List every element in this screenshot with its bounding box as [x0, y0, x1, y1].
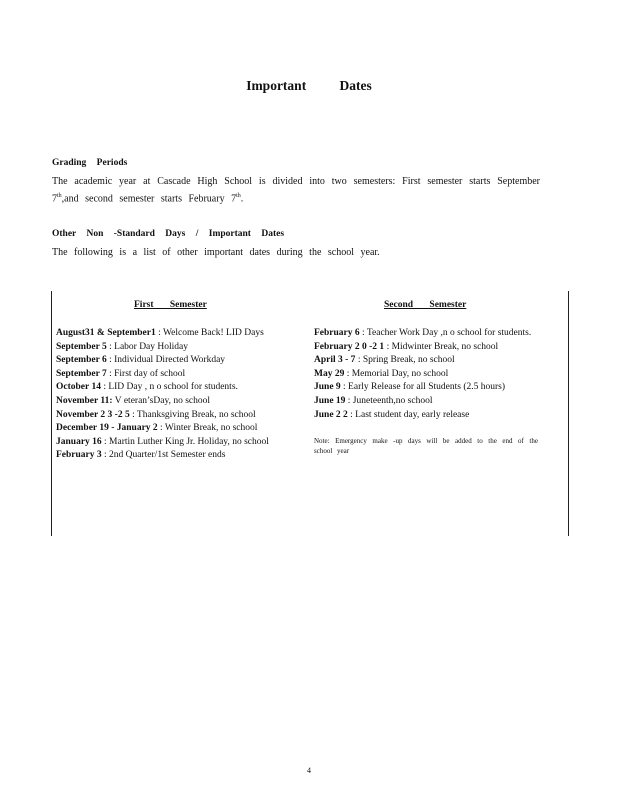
- entry-text: : Spring Break, no school: [357, 355, 455, 366]
- entry-text: : Winter Break, no school: [160, 423, 258, 434]
- entry-date: December 19 - January 2: [56, 423, 158, 434]
- grading-periods-paragraph: [52, 175, 540, 206]
- entry-date: February 3: [56, 450, 102, 461]
- entry-date: August31 & September1: [56, 328, 156, 338]
- entry-text: : Early Release for all Students (2.5 hours): [343, 382, 506, 393]
- entry-date: May 29: [314, 368, 345, 379]
- entry-date: February 2 0 -2 1: [314, 341, 385, 352]
- grading-text-mid: ,and second semester starts February 7: [61, 193, 237, 205]
- entry-text: : Midwinter Break, no school: [386, 341, 499, 352]
- first-semester-column: [56, 327, 292, 463]
- entry-date: January 16: [56, 436, 102, 447]
- entry-date: April 3 - 7: [314, 355, 356, 366]
- other-dates-paragraph: The following is a list of other important dates during the school year.: [52, 247, 380, 258]
- first-semester-entry: [56, 422, 292, 436]
- entry-date: October 14: [56, 382, 101, 393]
- grading-sup-2: th: [236, 193, 241, 199]
- second-semester-column: [314, 327, 538, 456]
- second-semester-entry: [314, 381, 538, 395]
- first-semester-entry: [56, 327, 292, 341]
- first-semester-entry: [56, 341, 292, 355]
- first-semester-entry: [56, 368, 292, 382]
- page-title: Important Dates: [246, 78, 372, 93]
- entry-date: June 9: [314, 382, 341, 393]
- grading-periods-heading: Grading Periods: [52, 158, 128, 168]
- entry-text: : Juneteenth,no school: [347, 395, 433, 406]
- entry-text: : Welcome Back! LID Days: [158, 328, 264, 338]
- entry-text: : Labor Day Holiday: [109, 341, 189, 352]
- first-semester-entry: [56, 409, 292, 423]
- entry-text: : Last student day, early release: [350, 409, 470, 420]
- second-semester-entry: [314, 368, 538, 382]
- entry-date: September 5: [56, 341, 107, 352]
- first-semester-heading: First Semester: [134, 300, 207, 310]
- entry-date: June 19: [314, 395, 346, 406]
- entry-text: : Teacher Work Day ,n o school for students.: [362, 328, 532, 338]
- grading-text-end: .: [240, 193, 244, 205]
- emergency-days-note: Note: Emergency make -up days will be added to the end of the school year: [314, 437, 538, 456]
- grading-sup-1: th: [57, 193, 62, 199]
- entry-text: : Martin Luther King Jr. Holiday, no school: [104, 436, 269, 447]
- entry-date: September 7: [56, 368, 107, 379]
- page-number: 4: [307, 766, 311, 775]
- grading-text-start: The academic year at Cascade High School is divided into two semesters: First semester starts September 7: [52, 176, 540, 205]
- entry-text: V eteran’sDay, no school: [114, 395, 211, 406]
- first-semester-entry: [56, 381, 292, 395]
- entry-date: February 6: [314, 328, 360, 338]
- entry-text: : LID Day , n o school for students.: [103, 382, 238, 393]
- first-semester-entry: [56, 449, 292, 463]
- entry-date: September 6: [56, 355, 107, 366]
- entry-text: : Thanksgiving Break, no school: [132, 409, 256, 420]
- second-semester-entry: [314, 409, 538, 423]
- first-semester-entry: [56, 436, 292, 450]
- first-semester-entry: [56, 395, 292, 409]
- second-semester-entry: [314, 354, 538, 368]
- second-semester-entry: [314, 341, 538, 355]
- other-dates-heading: Other Non -Standard Days / Important Dates: [52, 229, 285, 239]
- second-semester-entry: [314, 395, 538, 409]
- entry-date: November 11:: [56, 395, 113, 406]
- first-semester-entry: [56, 354, 292, 368]
- entry-text: : Memorial Day, no school: [346, 368, 449, 379]
- entry-text: : Individual Directed Workday: [109, 355, 226, 366]
- second-semester-entry: [314, 327, 538, 341]
- entry-date: November 2 3 -2 5: [56, 409, 130, 420]
- second-semester-heading: Second Semester: [384, 300, 467, 310]
- entry-date: June 2 2: [314, 409, 348, 420]
- entry-text: : 2nd Quarter/1st Semester ends: [104, 450, 226, 461]
- entry-text: : First day of school: [109, 368, 186, 379]
